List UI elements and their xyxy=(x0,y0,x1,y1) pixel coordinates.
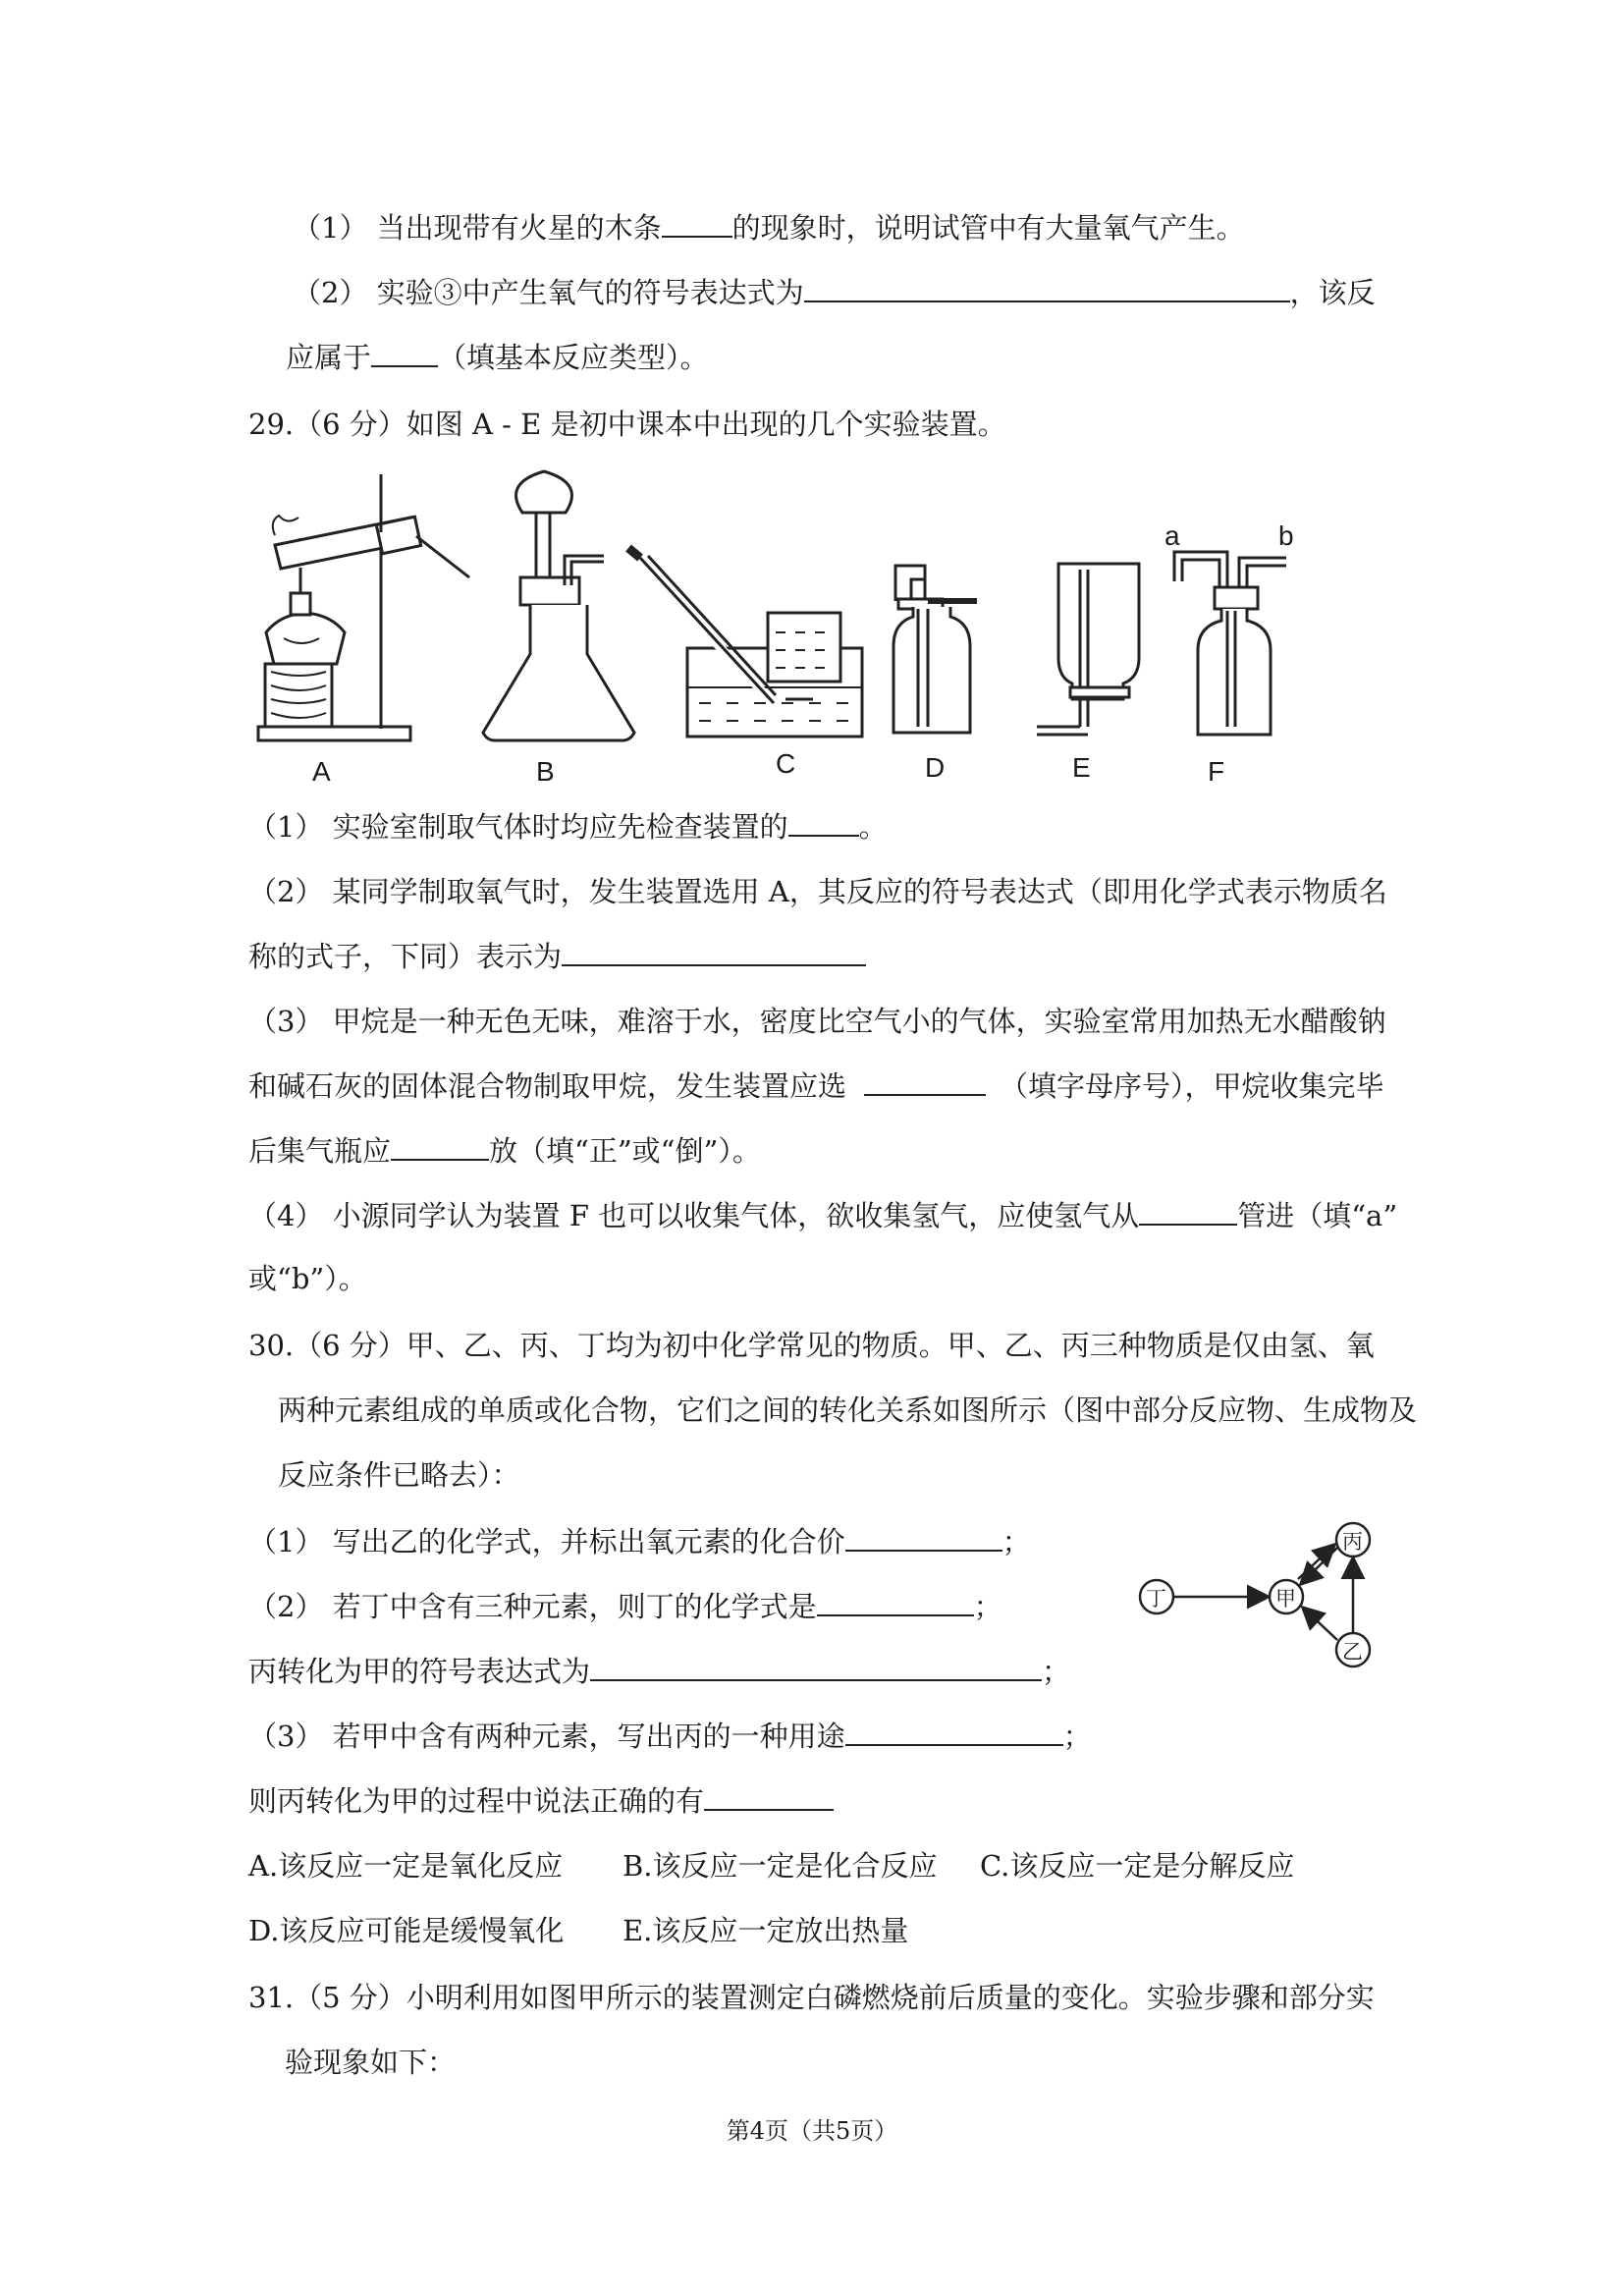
tube-label-a: a xyxy=(1164,520,1180,551)
node-ding-label: 丁 xyxy=(1146,1588,1166,1611)
option-c: C.该反应一定是分解反应 xyxy=(980,1849,1295,1883)
option-a: A.该反应一定是氧化反应 xyxy=(248,1849,564,1883)
question-30-cont: 两种元素组成的单质或化合物，它们之间的转化关系如图所示（图中部分反应物、生成物及 xyxy=(278,1393,1418,1427)
apparatus-label-e: E xyxy=(1072,752,1091,783)
q29-part3-cont: 和碱石灰的固体混合物制取甲烷，发生装置应选 （填字母序号），甲烷收集完毕 xyxy=(248,1066,1384,1106)
q28-part2-cont: 应属于 （填基本反应类型）。 xyxy=(286,338,709,377)
q30-part1: （1） 写出乙的化学式，并标出氧元素的化合价 ； xyxy=(248,1522,1031,1561)
arrow-jia-bing xyxy=(1298,1546,1333,1579)
arrow-bing-jia xyxy=(1302,1548,1337,1583)
q30-part2: （2） 若丁中含有三种元素，则丁的化学式是 ； xyxy=(248,1587,1002,1626)
q29-part2-cont: 称的式子，下同）表示为 xyxy=(248,937,866,976)
question-31-cont: 验现象如下： xyxy=(285,2046,457,2079)
q29-part2: （2） 某同学制取氧气时，发生装置选用 A，其反应的符号表达式（即用化学式表示物质名 xyxy=(248,875,1387,908)
question-30-title: 30.（6 分）甲、乙、丙、丁均为初中化学常见的物质。甲、乙、丙三种物质是仅由氢、氧 xyxy=(248,1329,1375,1362)
question-30-cont2: 反应条件已略去）： xyxy=(278,1458,520,1492)
option-e: E.该反应一定放出热量 xyxy=(623,1914,909,1947)
apparatus-label-f: F xyxy=(1208,756,1225,787)
q29-part4-cont: 或“b”）。 xyxy=(248,1262,367,1295)
apparatus-label-c: C xyxy=(776,748,796,779)
page-footer: 第4页（共5页） xyxy=(726,2117,898,2145)
node-bing-label: 丙 xyxy=(1342,1531,1363,1554)
q29-part3: （3） 甲烷是一种无色无味，难溶于水，密度比空气小的气体，实验室常用加热无水醋酸钠 xyxy=(248,1005,1386,1038)
apparatus-label-b: B xyxy=(536,756,555,787)
apparatus-label-d: D xyxy=(925,752,946,783)
tube-label-b: b xyxy=(1278,520,1294,551)
q30-part3-cont: 则丙转化为甲的过程中说法正确的有 xyxy=(248,1781,834,1821)
apparatus-label-a: A xyxy=(312,756,331,787)
arrow-yi-jia xyxy=(1304,1609,1337,1640)
option-b: B.该反应一定是化合反应 xyxy=(623,1849,938,1883)
q29-part4: （4） 小源同学认为装置 F 也可以收集气体，欲收集氢气，应使氢气从 管进（填“a” xyxy=(248,1196,1397,1235)
q28-part2: （2） 实验③中产生氧气的符号表达式为 ，该反 xyxy=(293,273,1376,312)
q29-part3-cont2: 后集气瓶应 放（填“正”或“倒”）。 xyxy=(248,1131,761,1171)
q29-part1: （1） 实验室制取气体时均应先检查装置的 。 xyxy=(248,807,888,847)
q28-part1: （1） 当出现带有火星的木条 的现象时，说明试管中有大量氧气产生。 xyxy=(293,208,1245,247)
node-yi-label: 乙 xyxy=(1342,1641,1363,1664)
q30-part3: （3） 若甲中含有两种元素，写出丙的一种用途 ； xyxy=(248,1717,1092,1756)
option-d: D.该反应可能是缓慢氧化 xyxy=(248,1914,565,1947)
q30-part2-cont: 丙转化为甲的符号表达式为 ； xyxy=(248,1652,1070,1691)
question-29-title: 29.（6 分）如图 A - E 是初中课本中出现的几个实验装置。 xyxy=(248,408,1006,441)
node-jia-label: 甲 xyxy=(1275,1588,1296,1611)
question-31-title: 31.（5 分）小明利用如图甲所示的装置测定白磷燃烧前后质量的变化。实验步骤和部分实 xyxy=(248,1981,1375,2014)
